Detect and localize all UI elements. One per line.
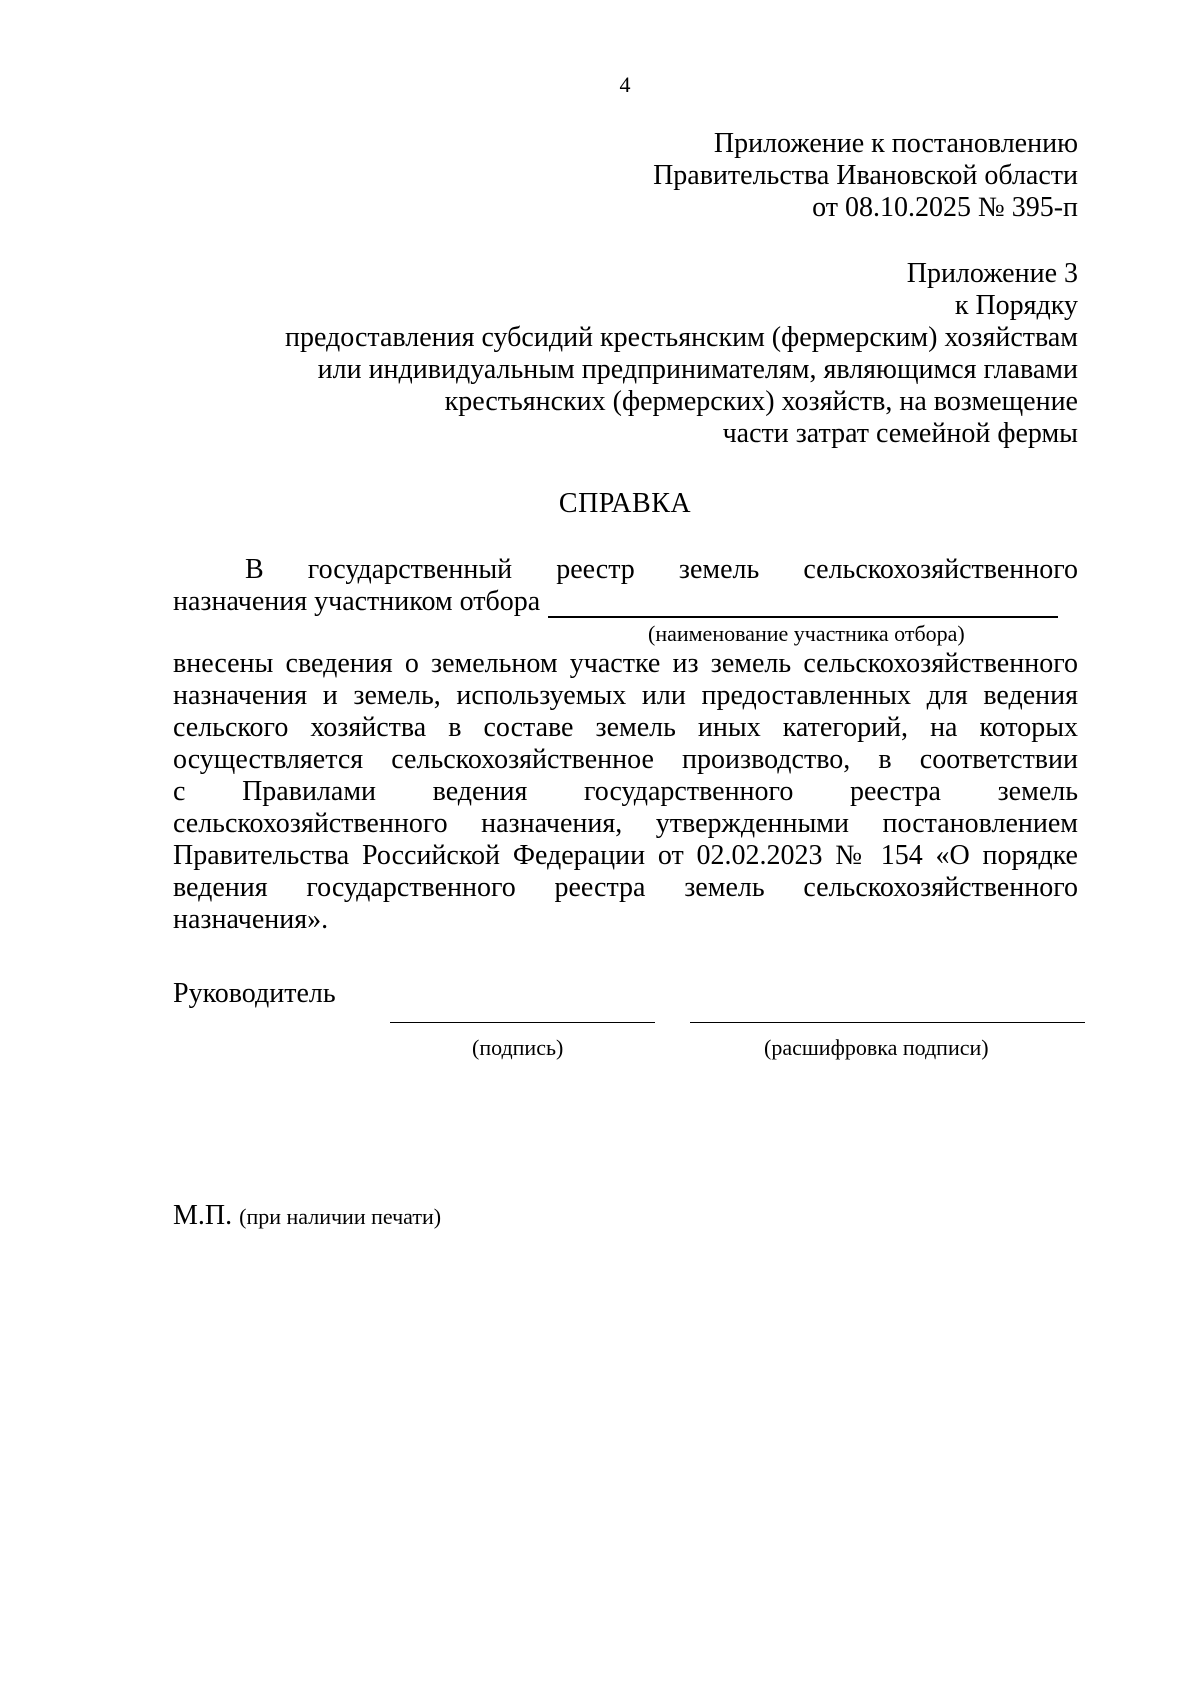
paragraph-line: осуществляется сельскохозяйственное производство, в соответствии bbox=[173, 744, 1078, 775]
annex-line: или индивидуальным предпринимателям, являющимся главами bbox=[317, 354, 1078, 385]
paragraph-line: с Правилами ведения государственного реестра земель bbox=[173, 776, 1078, 807]
annex-line: предоставления субсидий крестьянским (фермерским) хозяйствам bbox=[284, 322, 1078, 353]
paragraph-line: сельского хозяйства в составе земель иных категорий, на которых bbox=[173, 712, 1078, 743]
annex-block bbox=[285, 258, 1078, 450]
approval-line: Правительства Ивановской области bbox=[653, 160, 1078, 191]
annex-line: крестьянских (фермерских) хозяйств, на возмещение bbox=[444, 386, 1078, 417]
signature-blank[interactable] bbox=[390, 1022, 655, 1023]
paragraph-line: внесены сведения о земельном участке из земель сельскохозяйственного bbox=[173, 648, 1078, 679]
paragraph-line: ведения государственного реестра земель сельскохозяйственного bbox=[173, 872, 1078, 903]
participant-name-blank[interactable] bbox=[548, 590, 1058, 618]
signature-decode-blank[interactable] bbox=[690, 1022, 1085, 1023]
paragraph-intro bbox=[173, 554, 1078, 618]
paragraph-line: назначения и земель, используемых или предоставленных для ведения bbox=[173, 680, 1078, 711]
paragraph-line: назначения». bbox=[173, 904, 329, 935]
signature-hint: (подпись) bbox=[472, 1035, 564, 1060]
signature-decode-hint: (расшифровка подписи) bbox=[764, 1035, 989, 1060]
page-number: 4 bbox=[619, 72, 631, 97]
approval-line: от 08.10.2025 № 395-п bbox=[812, 192, 1078, 223]
document-title: СПРАВКА bbox=[558, 488, 692, 519]
paragraph-line: В государственный реестр земель сельскохозяйственного bbox=[245, 554, 1078, 585]
paragraph-line: Правительства Российской Федерации от 02.02.2023 № 154 «О порядке bbox=[173, 840, 1078, 871]
paragraph-line: назначения участником отбора bbox=[173, 586, 541, 617]
participant-hint: (наименование участника отбора) bbox=[648, 621, 965, 646]
stamp-label: М.П. bbox=[173, 1200, 233, 1231]
stamp-place bbox=[173, 1200, 441, 1232]
annex-line: к Порядку bbox=[954, 290, 1078, 321]
approval-line: Приложение к постановлению bbox=[713, 128, 1078, 159]
signer-role: Руководитель bbox=[173, 978, 336, 1009]
paragraph-line: сельскохозяйственного назначения, утвержденными постановлением bbox=[173, 808, 1078, 839]
stamp-note: (при наличии печати) bbox=[239, 1204, 442, 1229]
paragraph-body bbox=[173, 648, 1078, 936]
annex-line: части затрат семейной фермы bbox=[722, 418, 1078, 449]
annex-line: Приложение 3 bbox=[906, 258, 1078, 289]
approval-block bbox=[653, 128, 1078, 224]
participant-line bbox=[173, 586, 1078, 618]
